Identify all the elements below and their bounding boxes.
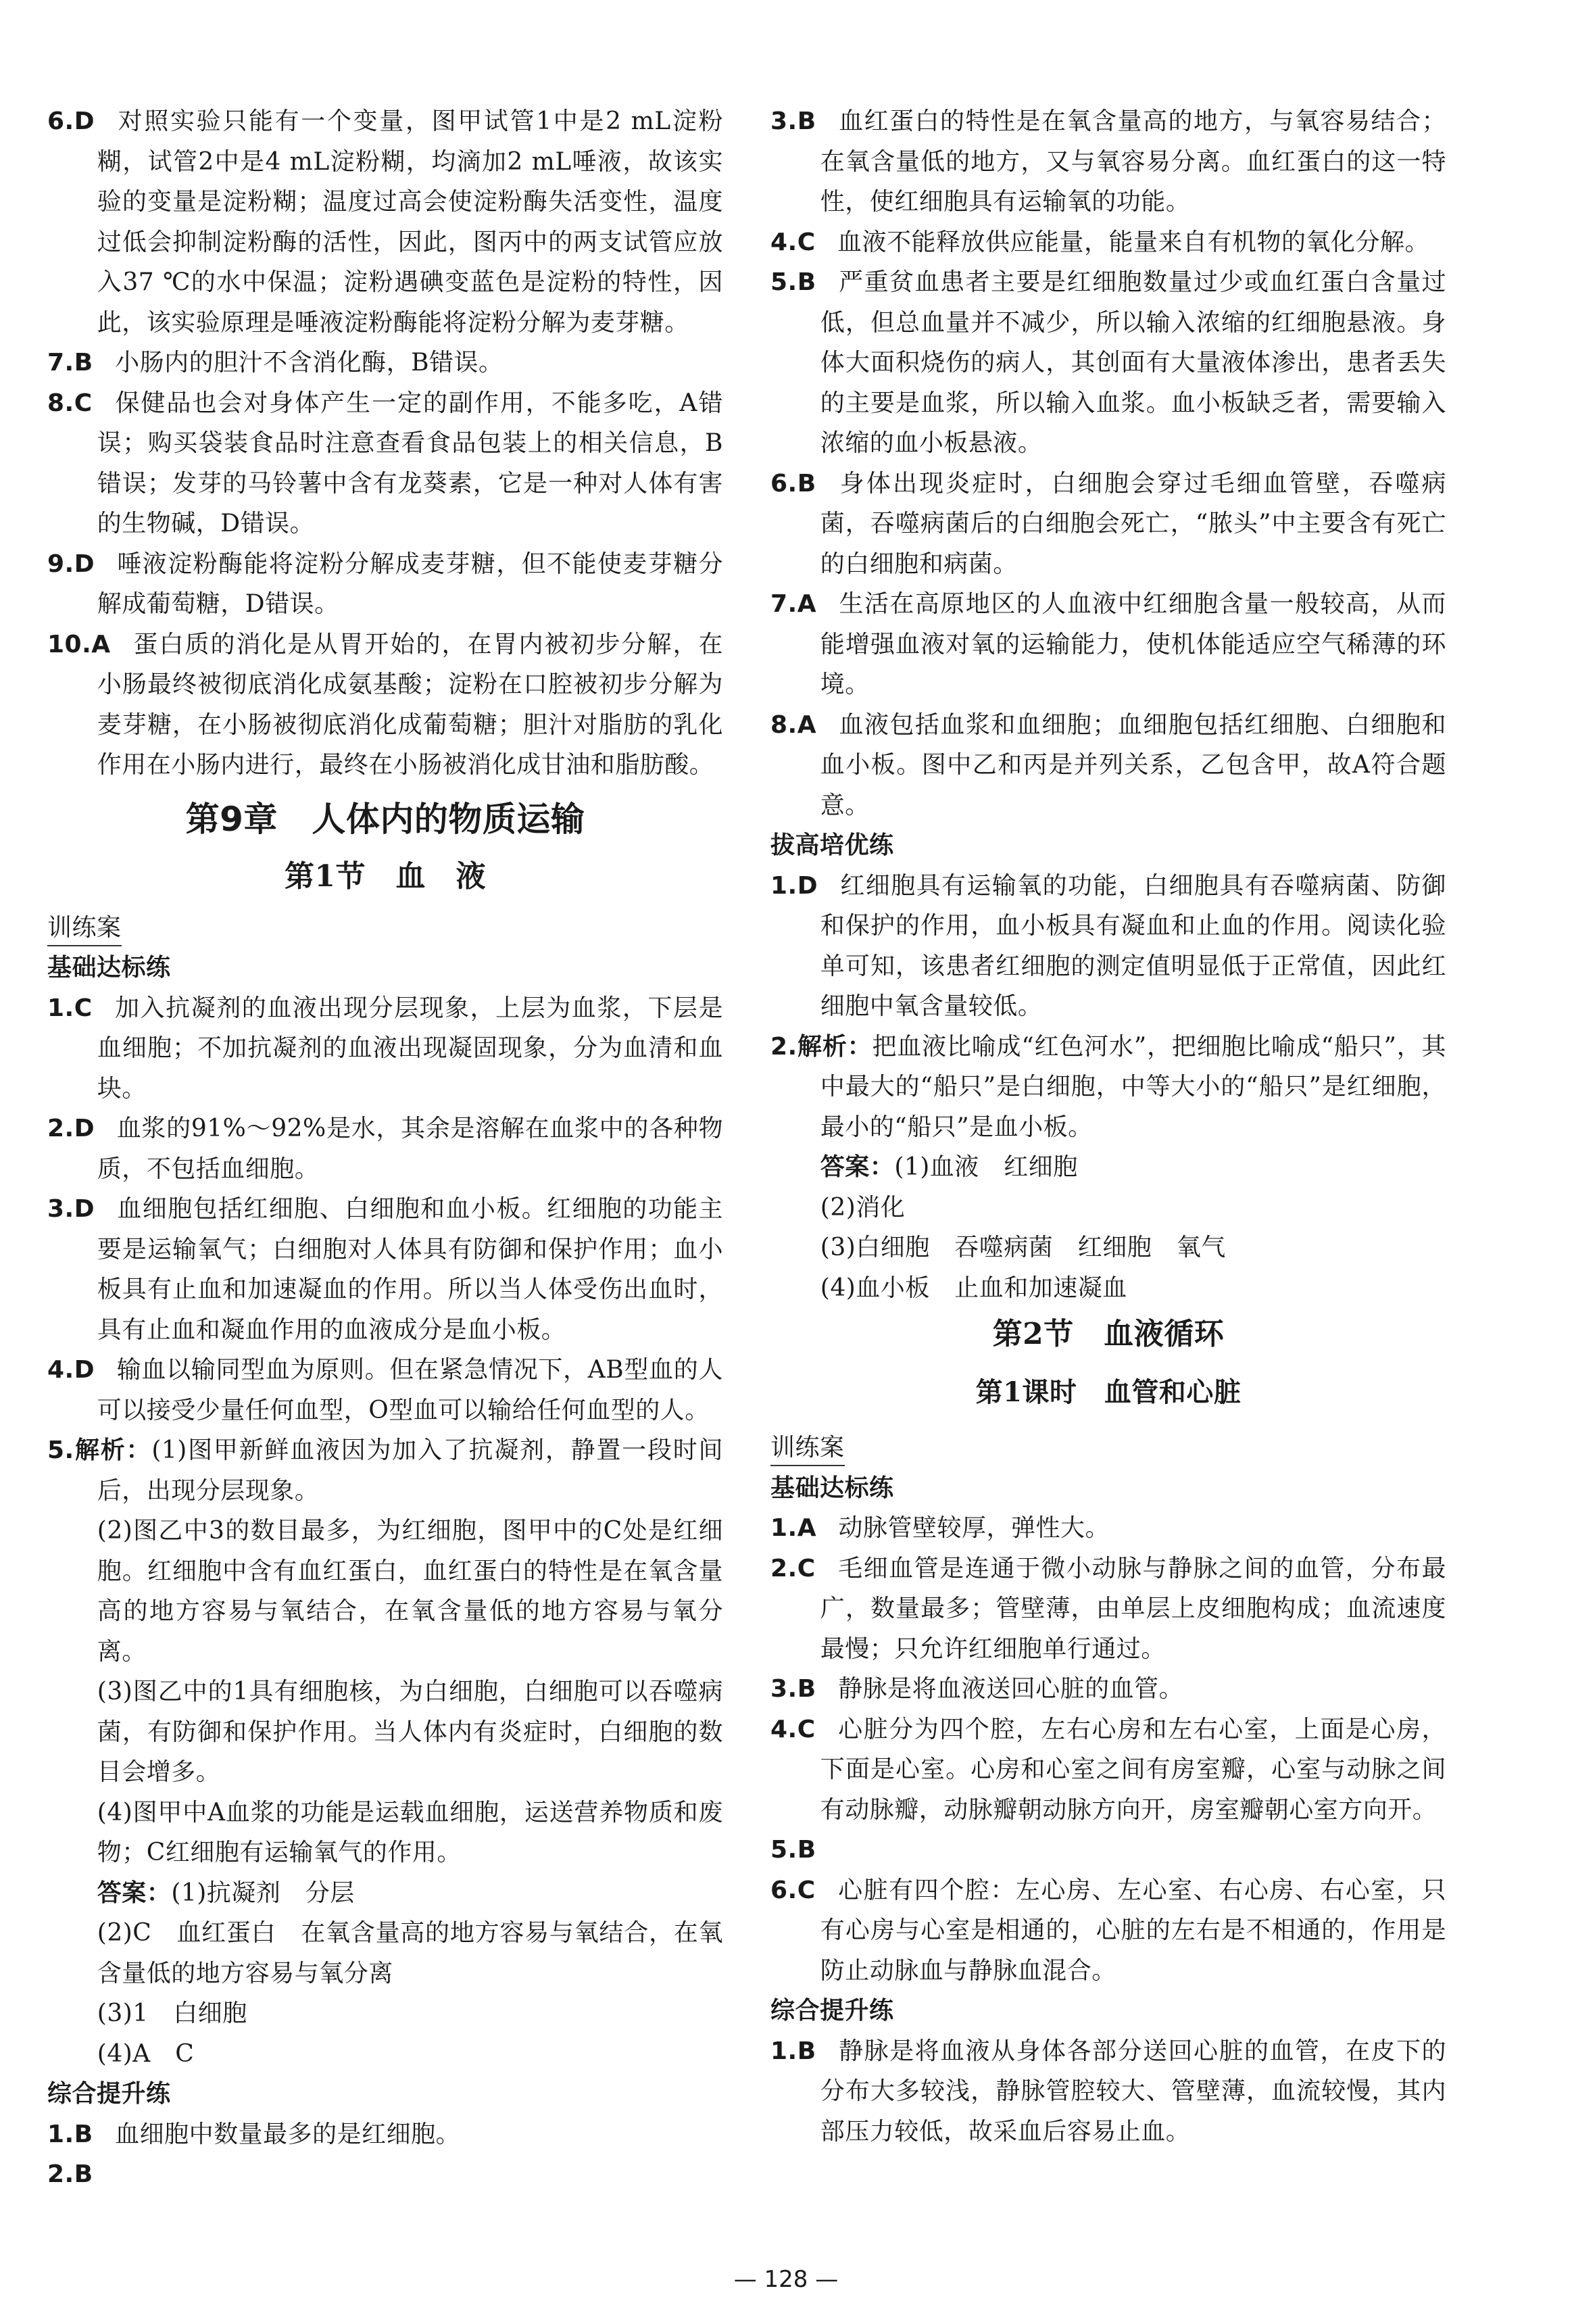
item-number: 3.: [47, 1195, 74, 1223]
left-answer-list-a: [47, 101, 723, 785]
item-explanation: 血液不能释放供应能量，能量来自有机物的氧化分解。: [837, 228, 1430, 256]
answer-item: [770, 101, 1446, 222]
item-number: 4.: [47, 1356, 74, 1384]
item-number: 7.: [47, 349, 74, 377]
item-explanation: 静脉是将血液送回心脏的血管。: [838, 1675, 1184, 1703]
training-label: 训练案: [47, 911, 122, 946]
answer-item: [770, 2031, 1446, 2152]
item-number: 6.: [770, 469, 797, 498]
item-explanation: 静脉是将血液从身体各部分送回心脏的血管，在皮下的分布大多较浅，静脉管腔较大、管壁薄，血流较慢，其内部压力较低，故采血后容易止血。: [820, 2037, 1446, 2146]
item-number: 8.: [47, 389, 74, 417]
question-2-answer-line: (4)血小板 止血和加速凝血: [820, 1274, 1127, 1302]
question-2-answer-line: 答案：(1)血液 红细胞: [820, 1153, 1078, 1181]
item-number: 1.: [770, 871, 797, 900]
answer-item: [770, 1710, 1446, 1831]
section-title: 第1节 血 液: [284, 858, 487, 894]
item-explanation: 血浆的91%～92%是水，其余是溶解在血浆中的各种物质，不包括血细胞。: [97, 1115, 723, 1183]
right-answer-list-d: [770, 2031, 1446, 2152]
answer-item: [47, 343, 723, 383]
item-answer-letter: B: [797, 107, 816, 135]
question-5-part: (2)图乙中3的数目最多，为红细胞，图甲中的C处是红细胞。红细胞中含有血红蛋白，血红蛋白的特性是在氧含量高的地方容易与氧结合，在氧含量低的地方容易与氧分离。: [97, 1517, 723, 1666]
left-column: [47, 101, 723, 2195]
answer-item: [770, 584, 1446, 705]
item-answer-letter: C: [797, 1715, 816, 1743]
item-number: 3.: [770, 1675, 797, 1703]
basic-practice-label: 基础达标练: [770, 1474, 894, 1502]
item-explanation: 小肠内的胆汁不含消化酶，B错误。: [115, 349, 503, 377]
item-answer-letter: B: [74, 349, 93, 377]
item-answer-letter: C: [797, 228, 816, 256]
right-answer-list-a: [770, 101, 1446, 825]
item-answer-letter: A: [797, 1514, 817, 1542]
item-explanation: 严重贫血患者主要是红细胞数量过少或血红蛋白含量过低，但总血量并不减少，所以输入浓缩的红细胞悬液。身体大面积烧伤的病人，其创面有大量液体渗出，患者丢失的主要是血浆，所以输入血浆。血小板缺乏者，需要输入浓缩的血小板悬液。: [820, 268, 1446, 457]
item-answer-letter: C: [797, 1876, 816, 1904]
answer-item: [770, 705, 1446, 826]
answer-item: [770, 1870, 1446, 1991]
answer-item: [47, 2154, 723, 2195]
question-2-lead: 2.解析：把血液比喻成“红色河水”，把细胞比喻成“船只”，其中最大的“船只”是白细胞，中等大小的“船只”是红细胞，最小的“船只”是血小板。: [770, 1032, 1446, 1141]
item-explanation: 唾液淀粉酶能将淀粉分解成麦芽糖，但不能使麦芽糖分解成葡萄糖，D错误。: [97, 550, 723, 618]
answer-item: [47, 988, 723, 1109]
item-answer-letter: A: [797, 590, 817, 618]
answer-item: [770, 1830, 1446, 1870]
answer-item: [47, 1189, 723, 1350]
answer-item: [770, 222, 1446, 263]
answer-item: [47, 1109, 723, 1189]
answer-item: [770, 1669, 1446, 1710]
item-explanation: 毛细血管是连通于微小动脉与静脉之间的血管，分布最广，数量最多；管壁薄，由单层上皮细胞构成；血流速度最慢；只允许红细胞单行通过。: [820, 1554, 1446, 1663]
question-5-answer-line: (3)1 白细胞: [97, 2000, 247, 2027]
item-answer-letter: B: [797, 2037, 816, 2065]
item-answer-letter: D: [74, 550, 95, 578]
item-answer-letter: B: [797, 1836, 816, 1864]
answer-item: [770, 464, 1446, 585]
item-explanation: 血液包括血浆和血细胞；血细胞包括红细胞、白细胞和血小板。图中乙和丙是并列关系，乙包含甲，故A符合题意。: [820, 710, 1446, 819]
comprehensive-practice-label: 综合提升练: [770, 1997, 894, 2025]
page-number: — 128 —: [733, 2266, 839, 2293]
left-answer-list-c: [47, 2114, 723, 2195]
item-number: 3.: [770, 107, 797, 135]
item-number: 6.: [47, 107, 74, 135]
item-explanation: 对照实验只能有一个变量，图甲试管1中是2 mL淀粉糊，试管2中是4 mL淀粉糊，均滴加2 mL唾液，故该实验的变量是淀粉糊；温度过高会使淀粉酶失活变性，温度过低会抑制淀粉酶的活性，因此，图丙中的两支试管应放入37 ℃的水中保温；淀粉遇碘变蓝色是淀粉的特性，因此，该实验原理是唾液淀粉酶能将淀粉分解为麦芽糖。: [97, 107, 723, 337]
item-answer-letter: C: [74, 389, 93, 417]
item-number: 1.: [770, 2037, 797, 2065]
item-number: 5.: [770, 1836, 797, 1864]
question-2-answer-line: (2)消化: [820, 1193, 906, 1221]
answer-item: [770, 1549, 1446, 1670]
item-number: 1.: [47, 994, 74, 1022]
question-2-answer-line: (3)白细胞 吞噬病菌 红细胞 氧气: [820, 1234, 1226, 1261]
item-explanation: 心脏分为四个腔，左右心房和左右心室，上面是心房，下面是心室。心房和心室之间有房室瓣，心室与动脉之间有动脉瓣，动脉瓣朝动脉方向开，房室瓣朝心室方向开。: [820, 1715, 1446, 1824]
item-answer-letter: D: [74, 1195, 95, 1223]
item-number: 6.: [770, 1876, 797, 1904]
left-answer-list-b: [47, 988, 723, 1431]
chapter-title: 第9章 人体内的物质运输: [185, 799, 585, 839]
right-column: [770, 101, 1446, 2152]
item-answer-letter: D: [74, 1115, 95, 1142]
item-answer-letter: A: [797, 710, 817, 739]
item-explanation: 身体出现炎症时，白细胞会穿过毛细血管壁，吞噬病菌，吞噬病菌后的白细胞会死亡，“脓头”中主要含有死亡的白细胞和病菌。: [820, 469, 1446, 578]
item-explanation: 心脏有四个腔：左心房、左心室、右心房、右心室，只有心房与心室是相通的，心脏的左右是不相通的，作用是防止动脉血与静脉血混合。: [820, 1876, 1446, 1985]
question-5-part: (3)图乙中的1具有细胞核，为白细胞，白细胞可以吞噬病菌，有防御和保护作用。当人体内有炎症时，白细胞的数目会增多。: [97, 1678, 723, 1786]
question-5-answer-line: 答案：(1)抗凝剂 分层: [97, 1879, 355, 1907]
item-answer-letter: D: [797, 871, 818, 900]
comprehensive-practice-label: 综合提升练: [47, 2080, 171, 2108]
answer-item: [770, 866, 1446, 1027]
item-number: 4.: [770, 228, 797, 256]
item-explanation: 生活在高原地区的人血液中红细胞含量一般较高，从而能增强血液对氧的运输能力，使机体能适应空气稀薄的环境。: [820, 590, 1446, 698]
item-number: 7.: [770, 590, 797, 618]
question-5-block: [47, 1430, 723, 2074]
question-5-answer-line: (2)C 血红蛋白 在氧含量高的地方容易与氧结合，在氧含量低的地方容易与氧分离: [97, 1919, 723, 1987]
item-answer-letter: B: [74, 2160, 93, 2188]
item-answer-letter: B: [74, 2120, 93, 2148]
item-number: 10.: [47, 630, 92, 658]
item-number: 1.: [770, 1514, 797, 1542]
item-number: 5.: [770, 268, 797, 296]
answer-item: [770, 262, 1446, 464]
lesson-title: 第1课时 血管和心脏: [975, 1376, 1242, 1408]
training-label: 训练案: [770, 1431, 845, 1466]
item-answer-letter: C: [74, 994, 93, 1022]
right-answer-list-c: [770, 1508, 1446, 1991]
answer-item: [770, 1508, 1446, 1549]
item-answer-letter: D: [74, 1356, 95, 1384]
item-answer-letter: A: [91, 630, 111, 658]
item-explanation: 输血以输同型血为原则。但在紧急情况下，AB型血的人可以接受少量任何血型，O型血可以输给任何血型的人。: [97, 1356, 723, 1424]
item-number: 9.: [47, 550, 74, 578]
answer-item: [47, 2114, 723, 2155]
question-5-part: (4)图甲中A血浆的功能是运载血细胞，运送营养物质和废物；C红细胞有运输氧气的作用。: [97, 1798, 723, 1866]
item-explanation: 加入抗凝剂的血液出现分层现象，上层为血浆，下层是血细胞；不加抗凝剂的血液出现凝固现象，分为血清和血块。: [97, 994, 723, 1103]
item-explanation: 保健品也会对身体产生一定的副作用，不能多吃，A错误；购买袋装食品时注意查看食品包装上的相关信息，B错误；发芽的马铃薯中含有龙葵素，它是一种对人体有害的生物碱，D错误。: [97, 389, 723, 537]
item-answer-letter: B: [797, 469, 816, 498]
item-number: 8.: [770, 710, 797, 739]
item-number: 2.: [47, 1115, 74, 1142]
item-answer-letter: B: [797, 268, 816, 296]
item-number: 2.: [47, 2160, 74, 2188]
item-explanation: 血细胞中数量最多的是红细胞。: [115, 2120, 461, 2148]
question-5-lead: 5.解析：(1)图甲新鲜血液因为加入了抗凝剂，静置一段时间后，出现分层现象。: [47, 1436, 723, 1505]
answer-item: [47, 625, 723, 785]
item-explanation: 蛋白质的消化是从胃开始的，在胃内被初步分解，在小肠最终被彻底消化成氨基酸；淀粉在口腔被初步分解为麦芽糖，在小肠被彻底消化成葡萄糖；胆汁对脂肪的乳化作用在小肠内进行，最终在小肠被消化成甘油和脂肪酸。: [97, 630, 723, 779]
item-answer-letter: C: [797, 1554, 816, 1582]
right-answer-list-b: [770, 866, 1446, 1027]
question-2-block: [770, 1027, 1446, 1309]
answer-item: [47, 1350, 723, 1430]
item-answer-letter: B: [797, 1675, 816, 1703]
item-number: 1.: [47, 2120, 74, 2148]
answer-item: [47, 101, 723, 343]
basic-practice-label: 基础达标练: [47, 954, 171, 982]
item-explanation: 血红蛋白的特性是在氧含量高的地方，与氧容易结合；在氧含量低的地方，又与氧容易分离。血红蛋白的这一特性，使红细胞具有运输氧的功能。: [820, 107, 1446, 216]
advanced-practice-label: 拔高培优练: [770, 831, 894, 859]
item-explanation: 血细胞包括红细胞、白细胞和血小板。红细胞的功能主要是运输氧气；白细胞对人体具有防御和保护作用；血小板具有止血和加速凝血的作用。所以当人体受伤出血时，具有止血和凝血作用的血液成分是血小板。: [97, 1195, 723, 1344]
item-answer-letter: D: [74, 107, 95, 135]
answer-item: [47, 383, 723, 544]
section-2-title: 第2节 血液循环: [992, 1317, 1225, 1351]
item-explanation: 红细胞具有运输氧的功能，白细胞具有吞噬病菌、防御和保护的作用，血小板具有凝血和止血的作用。阅读化验单可知，该患者红细胞的测定值明显低于正常值，因此红细胞中氧含量较低。: [820, 871, 1446, 1020]
item-number: 2.: [770, 1554, 797, 1582]
question-5-answer-line: (4)A C: [97, 2039, 195, 2068]
item-explanation: 动脉管壁较厚，弹性大。: [838, 1514, 1110, 1542]
item-number: 4.: [770, 1715, 797, 1743]
answer-item: [47, 544, 723, 625]
